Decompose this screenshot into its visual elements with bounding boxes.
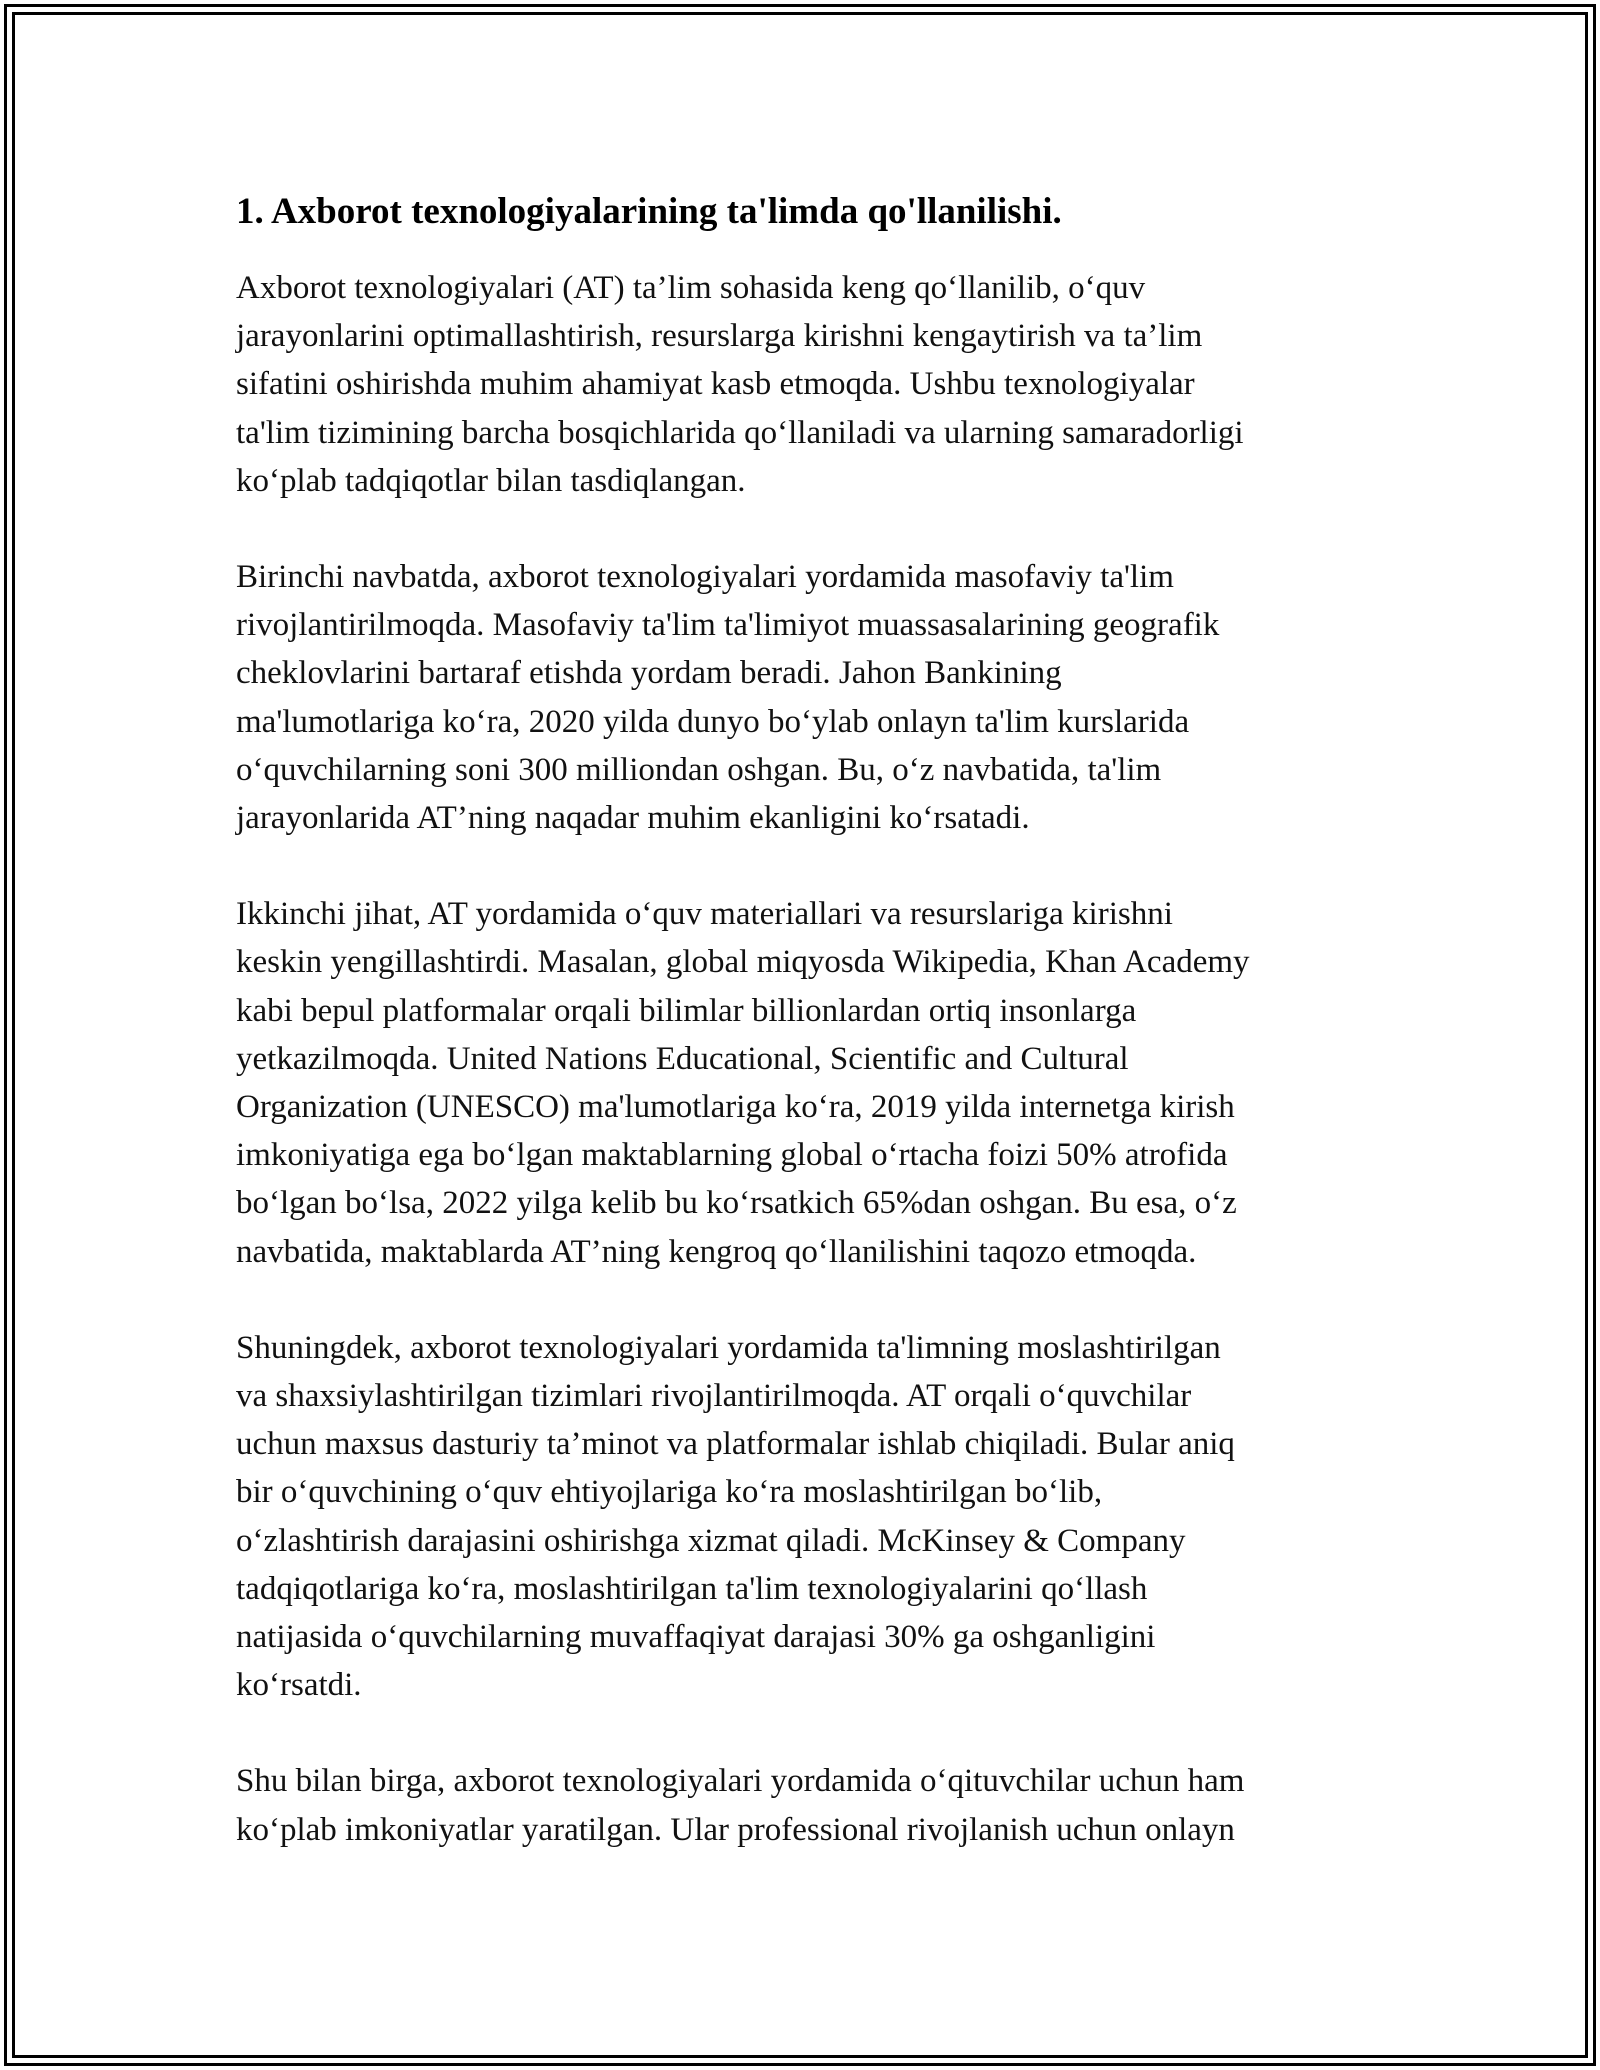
text-line: cheklovlarini bartaraf etishda yordam beradi. Jahon Bankining <box>236 655 1062 692</box>
text-line: uchun maxsus dasturiy ta’minot va platformalar ishlab chiqiladi. Bular aniq <box>236 1426 1235 1463</box>
text-line: sifatini oshirishda muhim ahamiyat kasb etmoqda. Ushbu texnologiyalar <box>236 366 1195 403</box>
section-heading: 1. Axborot texnologiyalarining ta'limda qo'llanilishi. <box>236 191 1062 232</box>
text-line: va shaxsiylashtirilgan tizimlari rivojlantirilmoqda. AT orqali o‘quvchilar <box>236 1378 1192 1415</box>
text-line: Shuningdek, axborot texnologiyalari yordamida ta'limning moslashtirilgan <box>236 1329 1221 1366</box>
text-line: ta'lim tizimining barcha bosqichlarida qo‘llaniladi va ularning samaradorligi <box>236 414 1244 451</box>
paragraph-intro <box>236 264 1396 505</box>
paragraph-resource-access <box>236 890 1396 1276</box>
text-line: natijasida o‘quvchilarning muvaffaqiyat darajasi 30% ga oshganligini <box>236 1619 1156 1656</box>
text-line: ma'lumotlariga ko‘ra, 2020 yilda dunyo bo‘ylab onlayn ta'lim kurslarida <box>236 703 1190 740</box>
paragraph-personalized-learning <box>236 1324 1396 1710</box>
text-line: ko‘rsatdi. <box>236 1667 362 1704</box>
paragraph-teachers <box>236 1757 1396 1853</box>
text-line: Axborot texnologiyalari (AT) ta’lim sohasida keng qo‘llanilib, o‘quv <box>236 270 1146 306</box>
text-line: jarayonlarini optimallashtirish, resurslarga kirishni kengaytirish va ta’lim <box>236 318 1203 355</box>
text-line: rivojlantirilmoqda. Masofaviy ta'lim ta'limiyot muassasalarining geografik <box>236 607 1220 644</box>
text-line: imkoniyatiga ega bo‘lgan maktablarning global o‘rtacha foizi 50% atrofida <box>236 1137 1228 1174</box>
text-line: Shu bilan birga, axborot texnologiyalari yordamida o‘qituvchilar uchun ham <box>236 1763 1245 1800</box>
text-line: Ikkinchi jihat, AT yordamida o‘quv materiallari va resurslariga kirishni <box>236 896 1173 933</box>
text-line: o‘quvchilarning soni 300 milliondan oshgan. Bu, o‘z navbatida, ta'lim <box>236 751 1162 788</box>
text-line: keskin yengillashtirdi. Masalan, global miqyosda Wikipedia, Khan Academy <box>236 944 1250 981</box>
text-line: jarayonlarida AT’ning naqadar muhim ekanligini ko‘rsatadi. <box>236 800 1030 837</box>
text-line: Birinchi navbatda, axborot texnologiyalari yordamida masofaviy ta'lim <box>236 559 1174 596</box>
paragraph-distance-learning <box>236 553 1396 842</box>
text-line: ko‘plab imkoniyatlar yaratilgan. Ular professional rivojlanish uchun onlayn <box>236 1811 1235 1848</box>
document-body <box>236 186 1396 1902</box>
text-line: Organization (UNESCO) ma'lumotlariga ko‘ra, 2019 yilda internetga kirish <box>236 1089 1235 1126</box>
text-line: navbatida, maktablarda AT’ning kengroq qo‘llanilishini taqozo etmoqda. <box>236 1233 1197 1270</box>
text-line: tadqiqotlariga ko‘ra, moslashtirilgan ta'lim texnologiyalarini qo‘llash <box>236 1570 1148 1607</box>
text-line: o‘zlashtirish darajasini oshirishga xizmat qiladi. McKinsey & Company <box>236 1522 1186 1559</box>
text-line: bo‘lgan bo‘lsa, 2022 yilga kelib bu ko‘rsatkich 65%dan oshgan. Bu esa, o‘z <box>236 1185 1237 1222</box>
text-line: yetkazilmoqda. United Nations Educational, Scientific and Cultural <box>236 1040 1129 1077</box>
text-line: ko‘plab tadqiqotlar bilan tasdiqlangan. <box>236 462 746 499</box>
text-line: kabi bepul platformalar orqali bilimlar billionlardan ortiq insonlarga <box>236 992 1137 1029</box>
text-line: bir o‘quvchining o‘quv ehtiyojlariga ko‘ra moslashtirilgan bo‘lib, <box>236 1474 1103 1511</box>
